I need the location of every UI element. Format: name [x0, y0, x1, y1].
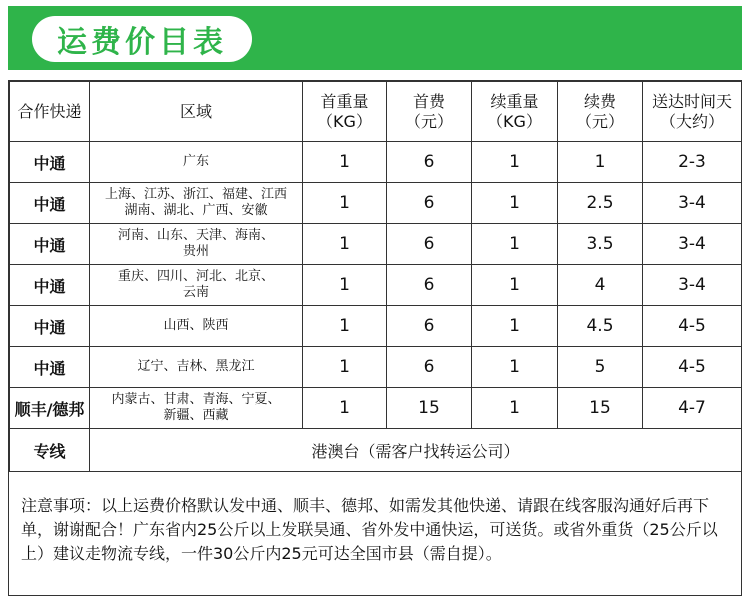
region-cell — [90, 142, 303, 183]
first-fee-cell: 15 — [387, 388, 472, 429]
additional-weight-cell: 1 — [472, 306, 558, 347]
special-line-text: 港澳台（需客户找转运公司） — [90, 429, 742, 472]
table-row — [10, 265, 742, 306]
additional-fee-cell: 3.5 — [558, 224, 643, 265]
table-header-row — [10, 82, 742, 142]
first-fee-cell: 6 — [387, 347, 472, 388]
region-line-1: 重庆、四川、河北、北京、 — [117, 269, 274, 284]
header-courier: 合作快递 — [10, 82, 90, 142]
courier-cell: 中通 — [10, 142, 90, 183]
table-row — [10, 224, 742, 265]
title-pill — [32, 16, 252, 62]
delivery-days-cell: 2-3 — [643, 142, 742, 183]
region-line-2: 云南 — [182, 285, 209, 300]
courier-cell: 中通 — [10, 183, 90, 224]
additional-weight-cell: 1 — [472, 388, 558, 429]
first-weight-cell: 1 — [303, 183, 387, 224]
header-first-weight: 首重量 （KG） — [303, 82, 387, 142]
table-row — [10, 142, 742, 183]
additional-weight-cell: 1 — [472, 183, 558, 224]
region-line-1: 内蒙古、甘肃、青海、宁夏、 — [111, 392, 281, 407]
additional-weight-cell: 1 — [472, 347, 558, 388]
additional-weight-cell: 1 — [472, 265, 558, 306]
region-cell — [90, 306, 303, 347]
first-weight-cell: 1 — [303, 388, 387, 429]
additional-weight-cell: 1 — [472, 224, 558, 265]
special-line-row — [10, 429, 742, 472]
delivery-days-cell: 3-4 — [643, 183, 742, 224]
table-row — [10, 183, 742, 224]
region-line-1: 河南、山东、天津、海南、 — [117, 228, 274, 243]
header-delivery-days: 送达时间天 （大约） — [643, 82, 742, 142]
delivery-days-cell: 3-4 — [643, 265, 742, 306]
header-additional-weight: 续重量 （KG） — [472, 82, 558, 142]
region-cell — [90, 183, 303, 224]
additional-fee-cell: 2.5 — [558, 183, 643, 224]
additional-fee-cell: 5 — [558, 347, 643, 388]
region-cell — [90, 265, 303, 306]
courier-cell: 中通 — [10, 265, 90, 306]
header-region: 区域 — [90, 82, 303, 142]
delivery-days-cell: 4-5 — [643, 347, 742, 388]
region-cell — [90, 347, 303, 388]
region-line-2: 新疆、西藏 — [163, 408, 229, 423]
first-weight-cell: 1 — [303, 265, 387, 306]
table-row — [10, 388, 742, 429]
region-line-1: 广东 — [182, 154, 209, 169]
first-fee-cell: 6 — [387, 224, 472, 265]
notice-text: 注意事项：以上运费价格默认发中通、顺丰、德邦、如需发其他快递、请跟在线客服沟通好后再下单，谢谢配合！广东省内25公斤以上发联昊通、省外发中通快运，可送货。或省外重货（25公斤以上）建议走物流专线，一件30公斤内25元可达全国市县（需自提）。 — [21, 496, 718, 563]
rate-sheet — [8, 80, 742, 596]
delivery-days-cell: 4-5 — [643, 306, 742, 347]
courier-cell: 中通 — [10, 347, 90, 388]
page-title: 运费价目表 — [57, 25, 227, 60]
additional-fee-cell: 1 — [558, 142, 643, 183]
first-weight-cell: 1 — [303, 347, 387, 388]
region-line-2: 贵州 — [182, 244, 209, 259]
table-row — [10, 347, 742, 388]
header-additional-fee: 续费 （元） — [558, 82, 643, 142]
region-line-1: 辽宁、吉林、黑龙江 — [137, 359, 255, 374]
table-row — [10, 306, 742, 347]
first-fee-cell: 6 — [387, 142, 472, 183]
region-cell — [90, 388, 303, 429]
additional-fee-cell: 4 — [558, 265, 643, 306]
region-line-1: 上海、江苏、浙江、福建、江西 — [104, 187, 287, 202]
header-first-fee: 首费 （元） — [387, 82, 472, 142]
delivery-days-cell: 4-7 — [643, 388, 742, 429]
first-weight-cell: 1 — [303, 306, 387, 347]
rate-table — [9, 81, 742, 472]
additional-weight-cell: 1 — [472, 142, 558, 183]
first-fee-cell: 6 — [387, 265, 472, 306]
delivery-days-cell: 3-4 — [643, 224, 742, 265]
first-weight-cell: 1 — [303, 224, 387, 265]
additional-fee-cell: 4.5 — [558, 306, 643, 347]
first-fee-cell: 6 — [387, 183, 472, 224]
region-cell — [90, 224, 303, 265]
region-line-1: 山西、陕西 — [163, 318, 229, 333]
courier-cell: 顺丰/德邦 — [10, 388, 90, 429]
special-line-label: 专线 — [10, 429, 90, 472]
courier-cell: 中通 — [10, 306, 90, 347]
additional-fee-cell: 15 — [558, 388, 643, 429]
courier-cell: 中通 — [10, 224, 90, 265]
first-weight-cell: 1 — [303, 142, 387, 183]
region-line-2: 湖南、湖北、广西、安徽 — [124, 203, 268, 218]
first-fee-cell: 6 — [387, 306, 472, 347]
title-banner — [8, 6, 742, 70]
